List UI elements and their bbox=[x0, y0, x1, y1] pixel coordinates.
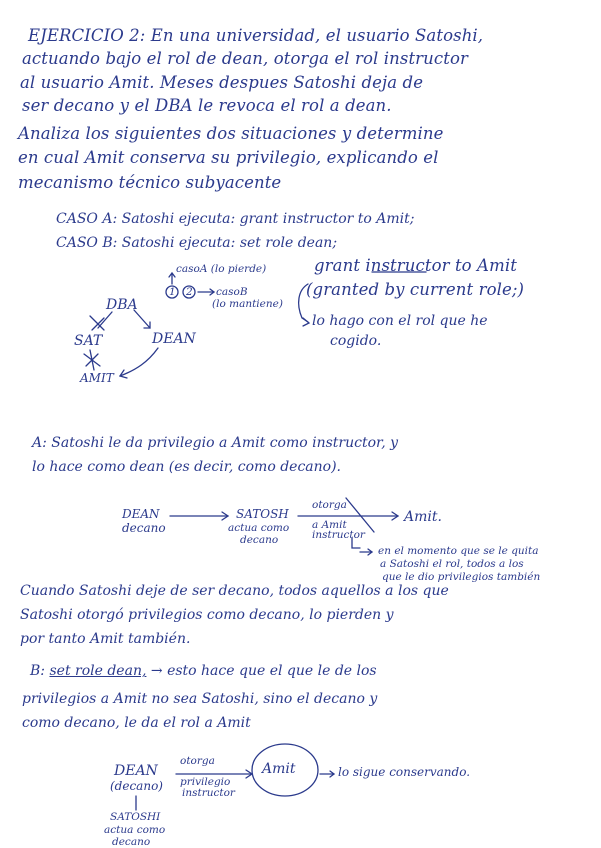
privilegio-label: privilegio bbox=[180, 776, 231, 788]
dean-label: DEAN bbox=[114, 763, 158, 779]
role-note-line2: cogido. bbox=[330, 333, 382, 349]
otorga-label: otorga bbox=[180, 755, 215, 767]
statement-line: mecanismo técnico subyacente bbox=[18, 173, 282, 192]
satosh-label: SATOSH bbox=[236, 507, 289, 521]
satoshi-sublabel: actua como bbox=[104, 824, 166, 836]
statement-line: al usuario Amit. Meses despues Satoshi deja de bbox=[20, 73, 424, 92]
circled-number-2: 2 bbox=[186, 286, 193, 298]
answer-b-command: set role dean, bbox=[49, 663, 147, 679]
satosh-sublabel: decano bbox=[240, 534, 279, 546]
conclusion-a-line: Cuando Satoshi deje de ser decano, todos aquellos a los que bbox=[20, 583, 449, 599]
keeps-note: lo sigue conservando. bbox=[338, 765, 471, 779]
amit-label: Amit. bbox=[404, 509, 442, 525]
answer-b-rest: esto hace que el que le de los bbox=[167, 663, 377, 679]
dean-label: DEAN bbox=[122, 507, 160, 521]
answer-b-line: como decano, le da el rol a Amit bbox=[22, 715, 251, 731]
sat-node: SAT bbox=[74, 333, 103, 349]
case-a: CASO A: Satoshi ejecuta: grant instructor to Amit; bbox=[56, 211, 415, 227]
role-note-line1: lo hago con el rol que he bbox=[312, 313, 488, 329]
dean-sublabel: decano bbox=[122, 521, 166, 535]
note-case-a: casoA (lo pierde) bbox=[176, 263, 267, 275]
amit-node: AMIT bbox=[80, 371, 114, 385]
revoke-note-line: que le dio privilegios también bbox=[382, 571, 541, 583]
note-case-b-detail: (lo mantiene) bbox=[212, 298, 283, 310]
answer-a-line: lo hace como dean (es decir, como decano). bbox=[32, 459, 341, 475]
grant-role-label: instructor bbox=[312, 529, 365, 541]
statement-line: Analiza los siguientes dos situaciones y determine bbox=[18, 124, 444, 143]
grant-target-label: a Amit bbox=[312, 519, 347, 531]
statement-line: ser decano y el DBA le revoca el rol a dean. bbox=[22, 96, 392, 115]
otorga-label: otorga bbox=[312, 499, 347, 511]
revoke-note-line: a Satoshi el rol, todos a los bbox=[380, 558, 524, 570]
statement-line: actuando bajo el rol de dean, otorga el rol instructor bbox=[22, 49, 468, 68]
dean-sublabel: (decano) bbox=[110, 779, 163, 793]
statement-line: EJERCICIO 2: En una universidad, el usuario Satoshi, bbox=[28, 26, 484, 45]
arrow-glyph: → bbox=[150, 663, 163, 679]
dba-node: DBA bbox=[106, 297, 138, 313]
amit-circled-label: Amit bbox=[262, 761, 296, 777]
satoshi-sublabel: decano bbox=[112, 836, 151, 848]
conclusion-a-line: por tanto Amit también. bbox=[20, 631, 191, 647]
case-b: CASO B: Satoshi ejecuta: set role dean; bbox=[56, 235, 338, 251]
satoshi-label: SATOSHI bbox=[110, 811, 161, 823]
revoke-note-line: en el momento que se le quita bbox=[378, 545, 539, 557]
note-case-b: casoB bbox=[216, 286, 248, 298]
answer-b-label: B: bbox=[30, 663, 46, 679]
satosh-sublabel: actua como bbox=[228, 522, 290, 534]
statement-line: en cual Amit conserva su privilegio, explicando el bbox=[18, 148, 439, 167]
answer-b-line: privilegios a Amit no sea Satoshi, sino el decano y bbox=[22, 691, 378, 707]
instructor-label: instructor bbox=[182, 787, 235, 799]
grant-note-line1: grant instructor to Amit bbox=[314, 256, 517, 275]
circled-number-1: 1 bbox=[169, 286, 176, 298]
grant-note-line2: (granted by current role;) bbox=[306, 280, 525, 299]
dean-node: DEAN bbox=[152, 331, 196, 347]
conclusion-a-line: Satoshi otorgó privilegios como decano, lo pierden y bbox=[20, 607, 394, 623]
answer-a-line: A: Satoshi le da privilegio a Amit como instructor, y bbox=[32, 435, 399, 451]
